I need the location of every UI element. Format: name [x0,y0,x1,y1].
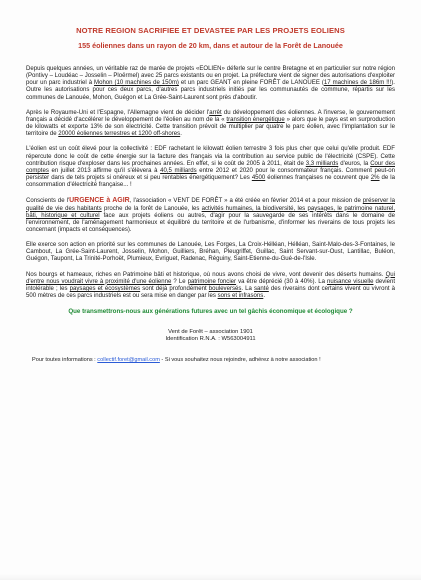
text: face aux projets éoliens ou autres, d'agir pour la sauvegarde de ses intérêts dans le domaine de l'environnement, de l'aménagement harmonieux et équilibré du territoire et de l'urbanisme, d'informer les riverains de tous projets les concernant (impacts et conséquences). [26,212,396,233]
text: en juillet 2013 affirme qu'il s'élèvera à [48,167,161,174]
text: et un parc GEANT en pleine FORÊT de LANOUEE ( [178,80,324,87]
text: Après le Royaume-Uni et l'Espagne, l'Allemagne vient de décider l' [26,109,210,116]
cost-highlight: 3,3 milliards [305,160,339,167]
text: proche de la forêt de Lanouée, les [101,205,202,212]
footer-contact [32,357,395,363]
preserver-highlight: préserver la qualité de vie des habitants [26,198,395,212]
paragraph-communes [26,242,395,263]
text: sont déjà profondément [140,285,209,292]
text: d'euros, la [338,160,371,167]
text: Elle exerce son action en priorité sur les communes de Lanouée, Les Forges, La Croix-Hélléan, Hélléan, Saint-Malo-des-3-Fontaines, le Cambout, La Grée-Saint-Laurent, Josselin, Mohon, Guilliers, Bréhan, Pleugriffet, Guillac, Saint Servant-sur-Oust, Lantillac, Buléon, Guégon, Taupont, La Trinité-Porhoët, Plumieux, Evriguet, Radenac, Réguiny, Saint-Etienne-du-Gué-de-l'Isle. [26,242,395,263]
cost-highlight: 40,5 milliards [160,167,197,174]
page-subtitle: 155 éoliennes dans un rayon de 20 km, dans et autour de la Forêt de Lanouée [78,41,343,50]
text: Nos bourgs et hameaux, riches en Patrimoine bâti et historique, où nous avons choisi de vivre, vont devenir des déserts humains. [26,271,386,278]
count-highlight: 4500 [251,175,266,182]
paragraph-europe [26,110,395,139]
text: Conscients de l' [26,198,70,205]
transition-highlight: transition énergétique [226,116,285,123]
text: Depuis quelques années, un véritable raz de marée de projets «EOLIEN» déferle sur le centre Bretagne et en particulier sur notre région (Pontivy – Loudéac – Josselin – Ploërmel) avec 25 parcs existants ou en projet. La préfecture vient de signer des autorisations d'exploiter pour un parc industriel à [26,66,395,87]
page-title: NOTRE REGION SACRIFIEE ET DEVASTEE PAR LES PROJETS EOLIENS [76,26,345,35]
text: du développement des éoliennes. A l'inverse, le gouvernement français a décidé d'accélérer le développement de l'éolien au nom de la « [26,109,395,123]
text: devient intolérable ; les [26,278,395,292]
sante-highlight: santé [254,285,269,292]
paysages-highlight: paysages et écosystèmes [69,285,141,292]
association-name: Vent de Forêt – association 1901 [168,329,253,336]
objective-highlight: 20000 éoliennes terrestres et 1200 off-shores [58,131,181,138]
arret-highlight: arrêt [209,109,222,116]
text: L'éolien est un coût élevé pour la collectivité : EDF rachetant le kilowatt éolien terrestre 3 fois plus cher que celui qu'elle produit. EDF répercute donc le coût de cette énergie sur la facture des français via la contribution au service public de l'électricité (CSPE). Cette contribution risque d'exploser dans les prochaines années. En effet, si le coût de 2005 à 2011, était de [26,146,395,167]
text: . [263,293,265,300]
paragraph-impacts [26,272,395,301]
paragraph-intro [26,66,395,102]
sons-highlight: sons et infrasons [217,293,264,300]
text: entre 2012 et 2020 pour le consommateur français. Comment peut-on persister dans de tels projets si onéreux et si peu rentables énergétiquement? Les [26,167,396,182]
paragraph-association [26,197,395,234]
footer-text: - Si vous souhaitez nous rejoindre, adhérez à notre association ! [159,357,321,364]
patrimoine-highlight: patrimoine foncier [187,278,237,285]
percent-highlight: 2% [370,175,380,182]
nuisance-highlight: nuisance visuelle [327,278,374,285]
urgence-highlight: URGENCE à AGIR [69,197,130,205]
bouleverses-highlight: bouleversés [208,285,242,292]
text: des riverains dont certains vivent ou vivront à 500 mètres de ces parcs industriels est ou sera mise en danger par les [26,285,395,300]
text: de la consommation d'électricité française... ! [26,175,396,189]
paragraph-cost [26,146,395,189]
text: éoliennes françaises ne couvrent que [265,175,371,182]
text: ? Le [171,278,188,285]
question-highlight: Qui d'entre nous voudrait vivre à proximité d'une éolienne [26,271,395,285]
text: . [180,131,182,138]
association-id: Identification R.N.A. : W563004911 [165,336,256,343]
page-edge [0,574,421,580]
signature-block [26,329,395,343]
email-link[interactable]: collectif.foret@gmail.com [97,357,160,364]
cour-highlight: Cour des comptes [26,160,395,174]
closing-question: Que transmettrons-nous aux générations futures avec un tel gâchis économique et écologique ? [68,308,353,316]
text: , l'association « VENT DE FORÊT » a été créée en février 2014 et a pour mission de [129,198,363,205]
mohon-highlight: Mohon (10 machines de 150m) [94,80,179,87]
activites-highlight: activités humaines, la biodiversité, les paysages, le patrimoine naturel, bâti, historique et culturel [26,205,395,219]
text: ). Outre les autorisations pour ces deux parcs, d'autres parcs industriels initiés par les communautés de commune, répartis sur les communes de Lanouée, Mohon, Guégon et La Grée-Saint-Laurent sont près d'aboutir. [26,80,395,101]
text: va être déprécié (30 à 40%). La [236,278,328,285]
footer-text: Pour toutes informations : [32,357,98,364]
lanouee-highlight: 17 machines de 186m !!! [323,80,392,87]
text: » alors que le pays est en surproduction de kilowatts et exporte 13% de son électricité. Cette transition prévoit de multiplier par quatre le parc éolien, avec l'implantation sur le territoire de [26,116,395,138]
text: . La [241,285,255,292]
